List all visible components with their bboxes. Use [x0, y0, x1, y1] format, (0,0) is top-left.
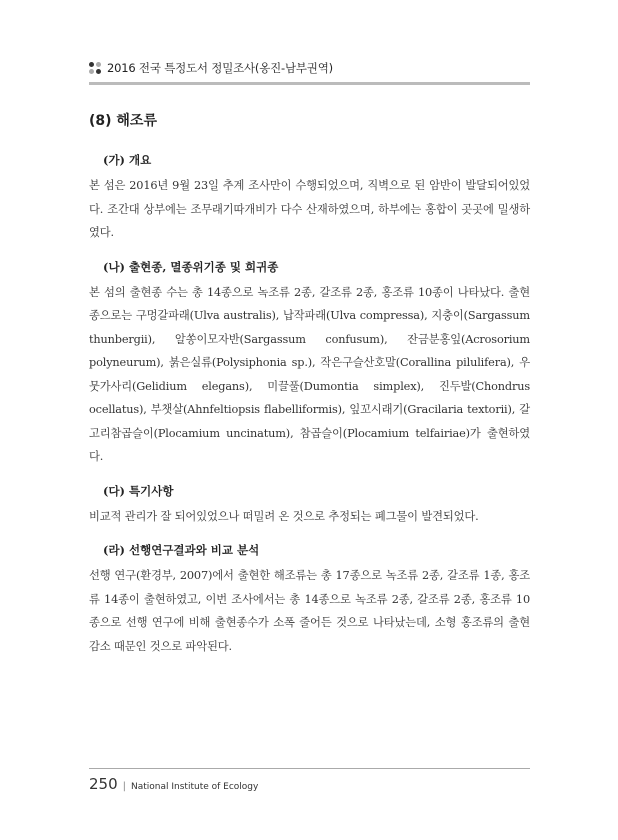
subsection-overview: [89, 152, 530, 245]
footer-separator: |: [122, 781, 127, 792]
subsection-comparison: [89, 542, 530, 658]
subsection-notes: [89, 483, 530, 529]
document-body: [89, 110, 530, 658]
page-footer: [89, 775, 258, 793]
page-number: 250: [89, 775, 118, 793]
footer-rule: [89, 768, 530, 769]
header-dots-icon: [89, 62, 101, 74]
subsection-heading-species: (나) 출현종, 멸종위기종 및 희귀종: [103, 259, 279, 274]
paragraph-overview: 본 섬은 2016년 9월 23일 추계 조사만이 수행되었으며, 직벽으로 된 암반이 발달되어있었다. 조간대 상부에는 조무래기따개비가 다수 산재하였으며, 하부에는 홍합이 곳곳에 밀생하였다.: [89, 179, 530, 239]
section-title: (8) 해조류: [89, 113, 157, 129]
subsection-heading-comparison: (라) 선행연구결과와 비교 분석: [103, 543, 260, 557]
header-title: 2016 전국 특정도서 정밀조사(옹진-남부권역): [107, 61, 333, 75]
paragraph-species: 본 섬의 출현종 수는 총 14종으로 녹조류 2종, 갈조류 2종, 홍조류 10종이 나타났다. 출현종으로는 구멍갈파래(Ulva australis), 납작파래(Ulva compressa), 지충이(Sargassum thunbergii), 알쏭이모자반(Sargassum confusum), 잔금분홍잎(Acrosorium polyneurum), 붉은실류(Polysiphonia sp.), 작은구슬산호말(Corallina pilulifera), 우뭇가사리(Gelidium elegans), 미끌풀(Dumontia simplex), 진두발(Chondrus ocellatus), 부챗살(Ahnfeltiopsis flabelliformis), 잎꼬시래기(Gracilaria textorii), 갈고리참곱슬이(Plocamium uncinatum), 참곱슬이(Plocamium telfairiae)가 출현하였다.: [89, 285, 530, 463]
institution-name: National Institute of Ecology: [131, 782, 259, 792]
header-rule: [89, 82, 530, 85]
subsection-heading-notes: (다) 특기사항: [103, 483, 174, 498]
subsection-species: [89, 259, 530, 469]
running-header: [89, 60, 333, 76]
paragraph-comparison: 선행 연구(환경부, 2007)에서 출현한 해조류는 총 17종으로 녹조류 2종, 갈조류 1종, 홍조류 14종이 출현하였고, 이번 조사에서는 총 14종으로 녹조류 2종, 갈조류 2종, 홍조류 10종으로 선행 연구에 비해 출현종수가 소폭 줄어든 것으로 나타났는데, 소형 홍조류의 출현 감소 때문인 것으로 파악된다.: [89, 569, 530, 653]
subsection-heading-overview: (가) 개요: [103, 153, 152, 167]
paragraph-notes: 비교적 관리가 잘 되어있었으나 떠밀려 온 것으로 추정되는 폐그물이 발견되었다.: [89, 509, 479, 523]
